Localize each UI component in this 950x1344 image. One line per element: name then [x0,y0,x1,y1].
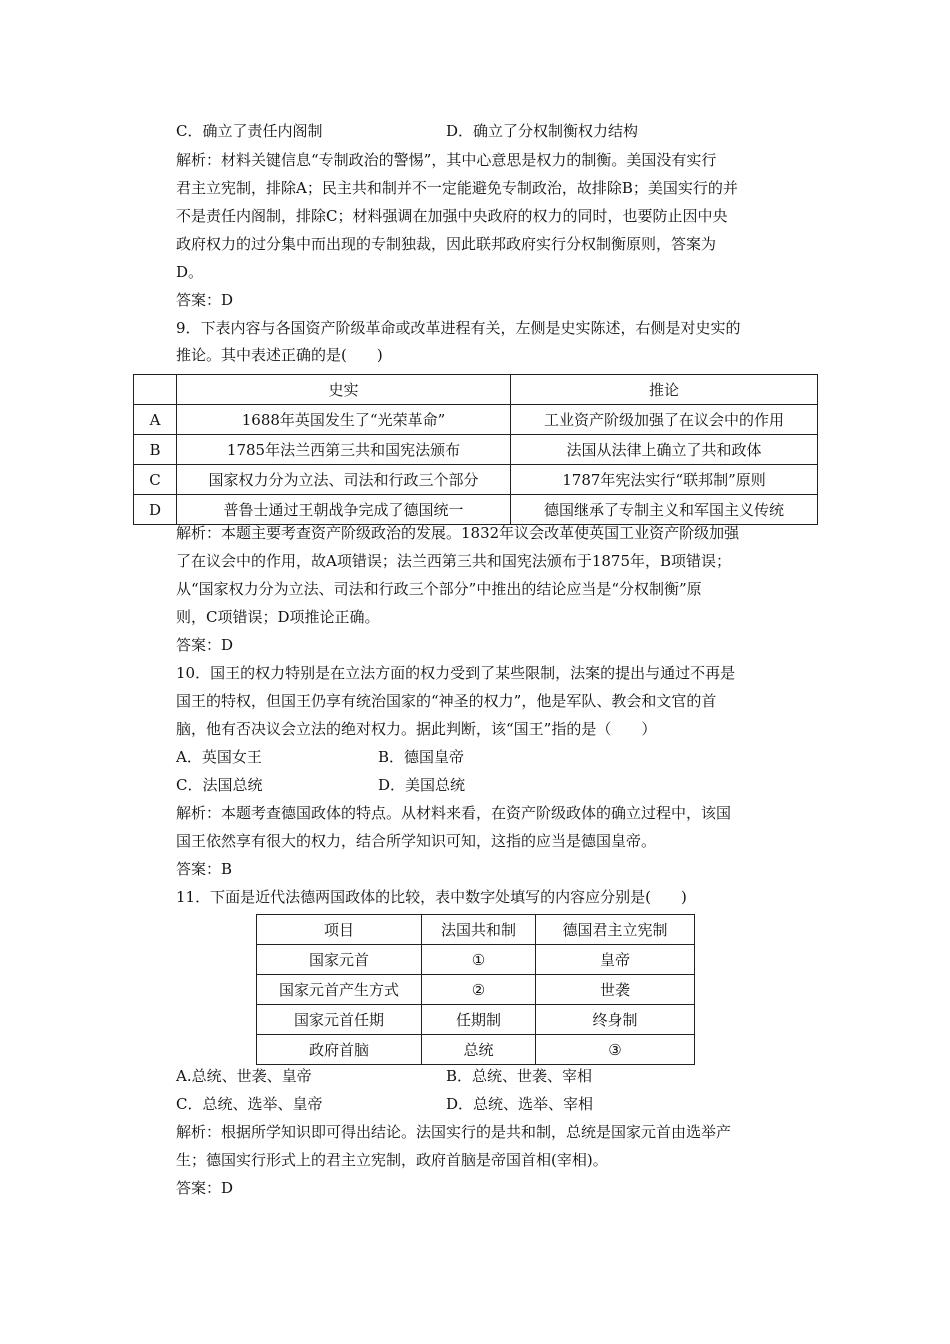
table-cell: 工业资产阶级加强了在议会中的作用 [511,405,818,435]
q9-analysis-line: 解析：本题主要考查资产阶级政治的发展。1832年议会改革使英国工业资产阶级加强 [176,524,740,542]
q10-option-c: C．法国总统 [176,776,263,794]
table-row [257,1035,695,1065]
table-cell: 皇帝 [536,945,695,975]
q8-analysis-line: 不是责任内阁制，排除C；材料强调在加强中央政府的权力的同时，也要防止因中央 [176,207,728,225]
q11-table [256,914,695,1065]
table-cell: 法国从法律上确立了共和政体 [511,435,818,465]
q9-stem-line: 9．下表内容与各国资产阶级革命或改革进程有关，左侧是史实陈述，右侧是对史实的 [176,319,741,337]
q11-analysis-line: 解析：根据所学知识即可得出结论。法国实行的是共和制，总统是国家元首由选举产 [176,1123,732,1141]
q10-stem-line: 国王的特权，但国王仍享有统治国家的“神圣的权力”，他是军队、教会和文官的首 [176,692,717,710]
q8-analysis-line: 君主立宪制，排除A；民主共和制并不一定能避免专制政治，故排除B；美国实行的并 [176,179,738,197]
q10-analysis-line: 解析：本题考查德国政体的特点。从材料来看，在资产阶级政体的确立过程中，该国 [176,804,732,822]
q8-analysis-line: 政府权力的过分集中而出现的专制独裁，因此联邦政府实行分权制衡原则，答案为 [176,235,717,253]
table-cell: 任期制 [422,1005,536,1035]
table-header-row [257,915,695,945]
q8-answer: 答案：D [176,291,234,309]
q11-option-d: D．总统、选举、宰相 [446,1095,594,1113]
q9-answer: 答案：D [176,636,234,654]
table-row [134,465,818,495]
q10-option-b: B．德国皇帝 [378,748,465,766]
table-cell: 普鲁士通过王朝战争完成了德国统一 [177,495,511,525]
table-row [134,405,818,435]
table-header-cell: 德国君主立宪制 [536,915,695,945]
q10-option-d: D．美国总统 [378,776,466,794]
table-header-cell: 史实 [177,375,511,405]
table-row [257,975,695,1005]
table-cell: ③ [536,1035,695,1065]
table-cell: 政府首脑 [257,1035,422,1065]
q10-stem-line: 10．国王的权力特别是在立法方面的权力受到了某些限制，法案的提出与通过不再是 [176,664,736,682]
q10-answer: 答案：B [176,860,233,878]
table-cell: ② [422,975,536,1005]
table-cell: 国家元首 [257,945,422,975]
table-row [134,495,818,525]
q9-stem-line: 推论。其中表述正确的是( ) [176,346,383,364]
table-cell: 国家元首产生方式 [257,975,422,1005]
table-header-cell: 法国共和制 [422,915,536,945]
q10-stem-line: 脑，他有否决议会立法的绝对权力。据此判断，该“国王”指的是（ ） [176,720,657,738]
q8-option-c: C．确立了责任内阁制 [176,122,323,140]
table-cell: 1688年英国发生了“光荣革命” [177,405,511,435]
table-cell: 世袭 [536,975,695,1005]
table-header-cell [134,375,177,405]
q9-analysis-line: 了在议会中的作用，故A项错误；法兰西第三共和国宪法颁布于1875年，B项错误； [176,552,732,570]
table-cell: B [134,435,177,465]
q8-option-d: D．确立了分权制衡权力结构 [446,122,639,140]
q10-analysis-line: 国王依然享有很大的权力，结合所学知识可知，这指的应当是德国皇帝。 [176,832,657,850]
table-cell: 国家权力分为立法、司法和行政三个部分 [177,465,511,495]
q9-analysis-line: 从“国家权力分为立法、司法和行政三个部分”中推出的结论应当是“分权制衡”原 [176,580,702,598]
table-cell: ① [422,945,536,975]
table-cell: A [134,405,177,435]
q11-option-b: B．总统、世袭、宰相 [446,1067,593,1085]
table-row [134,435,818,465]
q11-analysis-line: 生；德国实行形式上的君主立宪制，政府首脑是帝国首相(宰相)。 [176,1151,608,1169]
table-header-cell: 推论 [511,375,818,405]
q9-table [133,374,818,525]
table-cell: 总统 [422,1035,536,1065]
table-cell: 德国继承了专制主义和军国主义传统 [511,495,818,525]
table-cell: 终身制 [536,1005,695,1035]
q10-option-a: A．英国女王 [176,748,262,766]
q11-option-a: A.总统、世袭、皇帝 [176,1067,312,1085]
table-cell: D [134,495,177,525]
q8-analysis-line: D。 [176,263,204,281]
q11-stem: 11．下面是近代法德两国政体的比较，表中数字处填写的内容应分别是( ) [176,888,687,906]
table-cell: C [134,465,177,495]
table-row [257,945,695,975]
q8-analysis-line: 解析：材料关键信息“专制政治的警惕”，其中心意思是权力的制衡。美国没有实行 [176,151,717,169]
table-cell: 1787年宪法实行“联邦制”原则 [511,465,818,495]
table-cell: 国家元首任期 [257,1005,422,1035]
q9-analysis-line: 则，C项错误；D项推论正确。 [176,608,380,626]
q11-answer: 答案：D [176,1179,234,1197]
table-header-row [134,375,818,405]
table-cell: 1785年法兰西第三共和国宪法颁布 [177,435,511,465]
table-row [257,1005,695,1035]
table-header-cell: 项目 [257,915,422,945]
q11-option-c: C．总统、选举、皇帝 [176,1095,323,1113]
